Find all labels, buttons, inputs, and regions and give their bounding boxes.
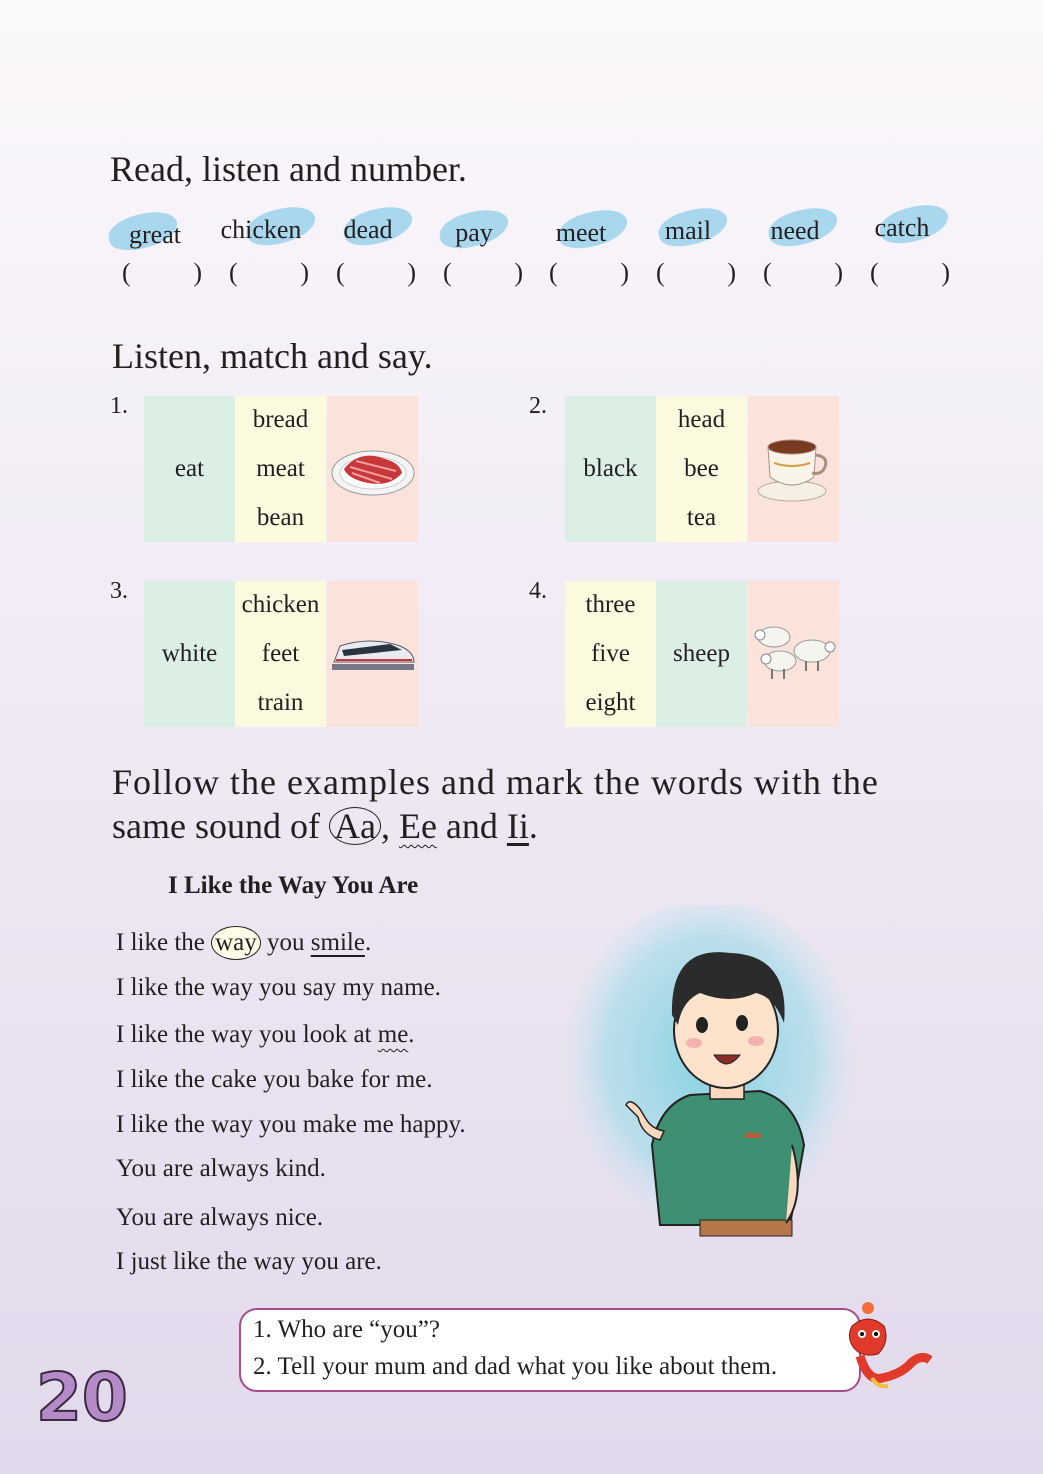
section1-heading: Read, listen and number.	[110, 149, 467, 189]
group-3-col1	[144, 581, 235, 727]
question-2: 2. Tell your mum and dad what you like about them.	[253, 1353, 778, 1380]
answer-blank-1[interactable]: ( )	[122, 258, 202, 287]
option[interactable]: three	[585, 591, 636, 619]
questions-box	[239, 1308, 861, 1392]
answer-blank-3[interactable]: ( )	[336, 258, 416, 287]
answer-blank-8[interactable]: ( )	[870, 258, 950, 287]
option[interactable]: sheep	[673, 640, 730, 667]
option[interactable]: black	[583, 455, 638, 482]
circle-mark-example: Aa	[329, 807, 381, 845]
poem-line-7: You are always nice.	[116, 1204, 324, 1231]
page-number	[34, 1358, 134, 1428]
section3-heading-line1: Follow the examples and mark the words with the	[112, 762, 879, 802]
option[interactable]: train	[257, 688, 304, 716]
wavy-underlined-word[interactable]: me	[377, 1021, 409, 1048]
section2-heading: Listen, match and say.	[112, 336, 433, 376]
answer-blank-4[interactable]: ( )	[443, 258, 523, 287]
option[interactable]: eat	[174, 455, 205, 482]
word-mail[interactable]: mail	[633, 216, 743, 246]
poem-line-6: You are always kind.	[116, 1155, 326, 1182]
poem-line-5: I like the way you make me happy.	[116, 1111, 466, 1138]
option[interactable]: bread	[252, 406, 309, 434]
word-dead[interactable]: dead	[313, 215, 423, 245]
word-meet[interactable]: meet	[526, 218, 636, 248]
group-1-number: 1.	[110, 393, 128, 419]
poem-line-1: I like the way you smile.	[116, 926, 371, 960]
group-2-number: 2.	[529, 393, 547, 419]
word-pay[interactable]: pay	[419, 218, 529, 248]
option[interactable]: chicken	[241, 591, 320, 619]
answer-blank-2[interactable]: ( )	[229, 258, 309, 287]
option[interactable]: five	[591, 639, 630, 667]
wavy-mark-example: Ee	[398, 806, 437, 846]
tea-cup-image	[748, 396, 839, 542]
section3-heading-line2: same sound of Aa , Ee and Ii.	[112, 806, 538, 846]
group-4-col1	[565, 581, 656, 727]
group-4-col2	[656, 581, 747, 727]
word-catch[interactable]: catch	[847, 213, 957, 243]
meat-plate-image	[327, 396, 418, 542]
group-2-col2	[656, 396, 747, 542]
poem-title: I Like the Way You Are	[168, 872, 419, 899]
option[interactable]: feet	[261, 639, 300, 667]
group-1-col1	[144, 396, 235, 542]
option[interactable]: meat	[256, 454, 305, 482]
answer-blank-6[interactable]: ( )	[656, 258, 736, 287]
boy-illustration	[560, 905, 870, 1285]
underlined-word[interactable]: smile	[310, 929, 365, 956]
sheep-image	[748, 581, 839, 727]
option[interactable]: bean	[256, 503, 305, 531]
group-4-number: 4.	[529, 578, 547, 604]
answer-blank-5[interactable]: ( )	[549, 258, 629, 287]
circled-word[interactable]: way	[211, 926, 261, 960]
word-great[interactable]: great	[100, 220, 210, 250]
dragon-mascot-icon	[832, 1298, 932, 1394]
option[interactable]: head	[677, 406, 726, 434]
poem-line-4: I like the cake you bake for me.	[116, 1066, 433, 1093]
question-1: 1. Who are “you”?	[253, 1316, 440, 1343]
poem-line-2: I like the way you say my name.	[116, 974, 441, 1001]
poem-line-3: I like the way you look at me.	[116, 1021, 415, 1048]
option[interactable]: tea	[686, 503, 717, 531]
answer-blank-7[interactable]: ( )	[763, 258, 843, 287]
poem-line-8: I just like the way you are.	[116, 1248, 382, 1275]
train-image	[327, 581, 418, 727]
underline-mark-example: Ii	[506, 806, 529, 846]
option[interactable]: bee	[684, 454, 719, 482]
group-3-number: 3.	[110, 578, 128, 604]
svg-text:20: 20	[36, 1359, 128, 1428]
option[interactable]: white	[161, 640, 218, 667]
option[interactable]: eight	[585, 688, 636, 716]
word-need[interactable]: need	[740, 216, 850, 246]
word-chicken[interactable]: chicken	[206, 215, 316, 245]
group-2-col1	[565, 396, 656, 542]
group-1-col2	[235, 396, 326, 542]
group-3-col2	[235, 581, 326, 727]
